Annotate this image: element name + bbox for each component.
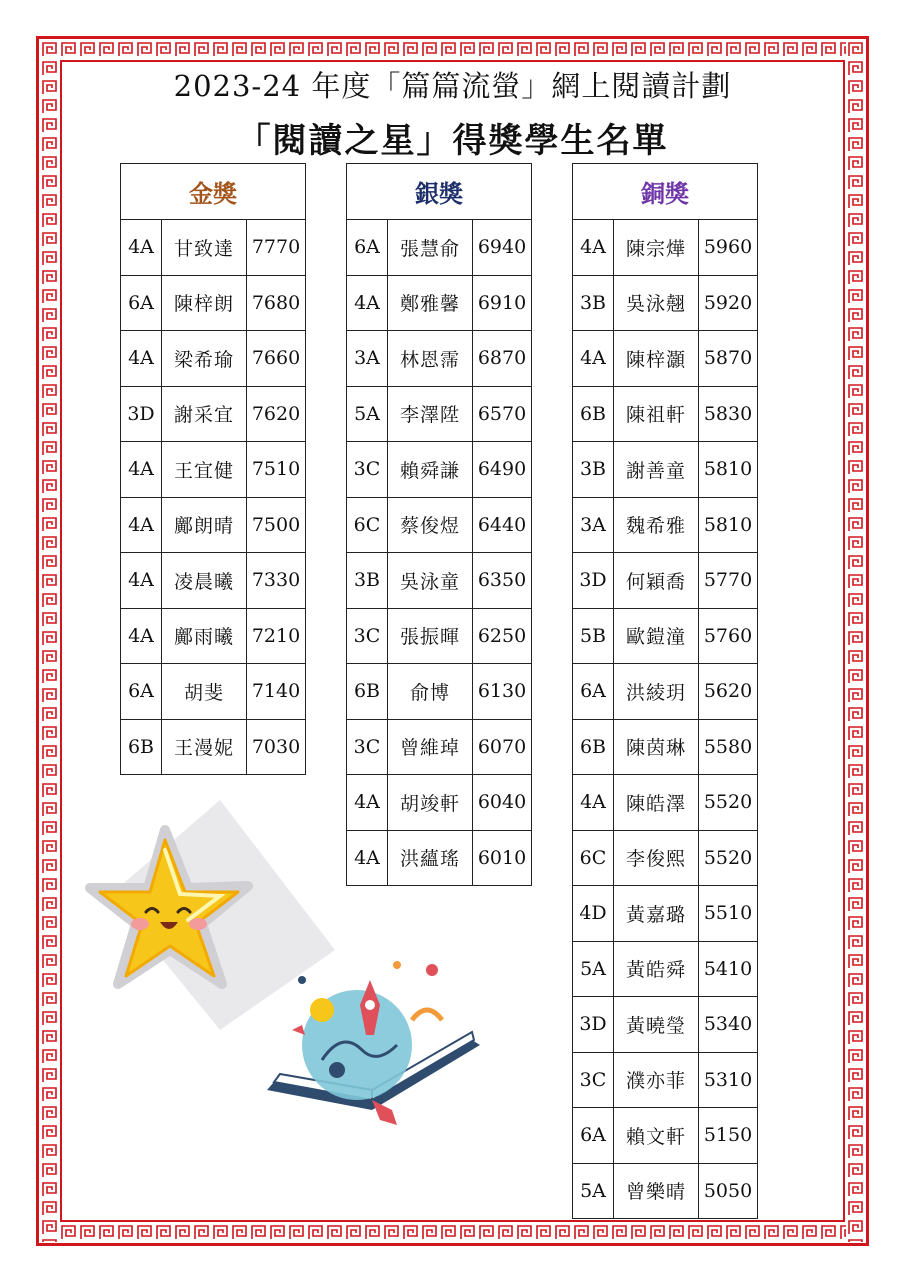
- class-cell: 3C: [347, 719, 388, 775]
- score-cell: 6130: [473, 664, 532, 720]
- student-name-cell: 賴舜謙: [388, 442, 473, 498]
- silver-award-row: [347, 608, 532, 664]
- class-cell: 3D: [121, 386, 162, 442]
- gold-award-row: [121, 220, 306, 276]
- bronze-award-row: [573, 442, 758, 498]
- class-cell: 3D: [573, 997, 614, 1053]
- silver-award-row: [347, 220, 532, 276]
- silver-award-heading: 銀獎: [347, 164, 532, 220]
- bronze-award-row: [573, 331, 758, 387]
- class-cell: 4A: [121, 220, 162, 276]
- score-cell: 5310: [699, 1052, 758, 1108]
- class-cell: 4D: [573, 886, 614, 942]
- score-cell: 7620: [247, 386, 306, 442]
- student-name-cell: 陳梓灝: [614, 331, 699, 387]
- student-name-cell: 林恩霈: [388, 331, 473, 387]
- student-name-cell: 凌晨曦: [162, 553, 247, 609]
- silver-award-row: [347, 275, 532, 331]
- bronze-award-row: [573, 386, 758, 442]
- score-cell: 6570: [473, 386, 532, 442]
- bronze-award-row: [573, 1052, 758, 1108]
- student-name-cell: 王宜健: [162, 442, 247, 498]
- class-cell: 3B: [573, 442, 614, 498]
- meander-border-right: [846, 40, 865, 1242]
- score-cell: 5770: [699, 553, 758, 609]
- silver-award-row: [347, 442, 532, 498]
- silver-award-row: [347, 497, 532, 553]
- student-name-cell: 謝善童: [614, 442, 699, 498]
- bronze-award-heading: 銅獎: [573, 164, 758, 220]
- gold-award-row: [121, 275, 306, 331]
- gold-award-table: [120, 163, 306, 775]
- gold-award-row: [121, 719, 306, 775]
- score-cell: 5520: [699, 775, 758, 831]
- class-cell: 6B: [347, 664, 388, 720]
- score-cell: 7500: [247, 497, 306, 553]
- class-cell: 6C: [573, 830, 614, 886]
- class-cell: 5A: [573, 941, 614, 997]
- class-cell: 3A: [573, 497, 614, 553]
- class-cell: 3C: [347, 442, 388, 498]
- student-name-cell: 蔡俊煜: [388, 497, 473, 553]
- gold-award-row: [121, 664, 306, 720]
- gold-award-row: [121, 497, 306, 553]
- score-cell: 5510: [699, 886, 758, 942]
- class-cell: 5B: [573, 608, 614, 664]
- score-cell: 5870: [699, 331, 758, 387]
- bronze-award-row: [573, 664, 758, 720]
- score-cell: 7140: [247, 664, 306, 720]
- gold-award-row: [121, 442, 306, 498]
- student-name-cell: 鄺雨曦: [162, 608, 247, 664]
- silver-award-row: [347, 830, 532, 886]
- student-name-cell: 胡斐: [162, 664, 247, 720]
- class-cell: 4A: [347, 275, 388, 331]
- class-cell: 6A: [347, 220, 388, 276]
- bronze-award-row: [573, 608, 758, 664]
- score-cell: 5580: [699, 719, 758, 775]
- student-name-cell: 賴文軒: [614, 1108, 699, 1164]
- class-cell: 6A: [121, 275, 162, 331]
- bronze-award-row: [573, 497, 758, 553]
- score-cell: 5810: [699, 497, 758, 553]
- page-title: 2023-24 年度「篇篇流螢」網上閱讀計劃: [173, 69, 732, 103]
- student-name-cell: 吳泳翹: [614, 275, 699, 331]
- score-cell: 6490: [473, 442, 532, 498]
- class-cell: 5A: [573, 1163, 614, 1219]
- student-name-cell: 濮亦菲: [614, 1052, 699, 1108]
- student-name-cell: 俞博: [388, 664, 473, 720]
- class-cell: 6C: [347, 497, 388, 553]
- class-cell: 4A: [121, 331, 162, 387]
- class-cell: 3A: [347, 331, 388, 387]
- student-name-cell: 洪綾玥: [614, 664, 699, 720]
- score-cell: 7510: [247, 442, 306, 498]
- student-name-cell: 歐鎧潼: [614, 608, 699, 664]
- student-name-cell: 張慧俞: [388, 220, 473, 276]
- meander-border-top: [40, 40, 865, 59]
- score-cell: 5920: [699, 275, 758, 331]
- bronze-award-row: [573, 719, 758, 775]
- score-cell: 5050: [699, 1163, 758, 1219]
- bronze-award-row: [573, 220, 758, 276]
- student-name-cell: 魏希雅: [614, 497, 699, 553]
- class-cell: 4A: [121, 608, 162, 664]
- score-cell: 7030: [247, 719, 306, 775]
- score-cell: 6010: [473, 830, 532, 886]
- student-name-cell: 陳宗燁: [614, 220, 699, 276]
- score-cell: 5620: [699, 664, 758, 720]
- score-cell: 6350: [473, 553, 532, 609]
- bronze-award-row: [573, 275, 758, 331]
- student-name-cell: 曾樂晴: [614, 1163, 699, 1219]
- gold-award-row: [121, 553, 306, 609]
- bronze-award-row: [573, 1108, 758, 1164]
- score-cell: 5520: [699, 830, 758, 886]
- silver-award-row: [347, 386, 532, 442]
- score-cell: 7660: [247, 331, 306, 387]
- score-cell: 5960: [699, 220, 758, 276]
- student-name-cell: 陳皓澤: [614, 775, 699, 831]
- student-name-cell: 何穎喬: [614, 553, 699, 609]
- silver-award-row: [347, 553, 532, 609]
- gold-award-row: [121, 331, 306, 387]
- student-name-cell: 曾維琸: [388, 719, 473, 775]
- class-cell: 4A: [121, 442, 162, 498]
- class-cell: 4A: [121, 497, 162, 553]
- bronze-award-row: [573, 997, 758, 1053]
- class-cell: 3C: [573, 1052, 614, 1108]
- class-cell: 4A: [573, 220, 614, 276]
- student-name-cell: 王漫妮: [162, 719, 247, 775]
- gold-award-row: [121, 608, 306, 664]
- bronze-award-row: [573, 775, 758, 831]
- score-cell: 5340: [699, 997, 758, 1053]
- class-cell: 6A: [573, 1108, 614, 1164]
- student-name-cell: 陳祖軒: [614, 386, 699, 442]
- score-cell: 6910: [473, 275, 532, 331]
- student-name-cell: 黃嘉璐: [614, 886, 699, 942]
- bronze-award-row: [573, 553, 758, 609]
- student-name-cell: 鄺朗晴: [162, 497, 247, 553]
- class-cell: 6A: [121, 664, 162, 720]
- score-cell: 6870: [473, 331, 532, 387]
- student-name-cell: 吳泳童: [388, 553, 473, 609]
- silver-award-row: [347, 331, 532, 387]
- score-cell: 5150: [699, 1108, 758, 1164]
- class-cell: 6B: [573, 719, 614, 775]
- student-name-cell: 張振暉: [388, 608, 473, 664]
- class-cell: 6A: [573, 664, 614, 720]
- student-name-cell: 梁希瑜: [162, 331, 247, 387]
- student-name-cell: 胡竣軒: [388, 775, 473, 831]
- gold-award-row: [121, 386, 306, 442]
- student-name-cell: 李俊熙: [614, 830, 699, 886]
- student-name-cell: 鄭雅馨: [388, 275, 473, 331]
- class-cell: 5A: [347, 386, 388, 442]
- bronze-award-table: [572, 163, 758, 1219]
- class-cell: 3D: [573, 553, 614, 609]
- silver-award-table: [346, 163, 532, 886]
- class-cell: 6B: [121, 719, 162, 775]
- class-cell: 4A: [573, 775, 614, 831]
- student-name-cell: 李澤陞: [388, 386, 473, 442]
- class-cell: 4A: [121, 553, 162, 609]
- bronze-award-row: [573, 941, 758, 997]
- class-cell: 3B: [347, 553, 388, 609]
- score-cell: 5760: [699, 608, 758, 664]
- score-cell: 7770: [247, 220, 306, 276]
- student-name-cell: 謝采宜: [162, 386, 247, 442]
- class-cell: 4A: [573, 331, 614, 387]
- score-cell: 6250: [473, 608, 532, 664]
- score-cell: 5810: [699, 442, 758, 498]
- silver-award-row: [347, 664, 532, 720]
- class-cell: 4A: [347, 775, 388, 831]
- class-cell: 6B: [573, 386, 614, 442]
- class-cell: 3B: [573, 275, 614, 331]
- score-cell: 6040: [473, 775, 532, 831]
- score-cell: 5410: [699, 941, 758, 997]
- meander-border-bottom: [40, 1223, 865, 1242]
- page-subtitle: 「閱讀之星」得獎學生名單: [236, 121, 669, 161]
- class-cell: 3C: [347, 608, 388, 664]
- score-cell: 7680: [247, 275, 306, 331]
- student-name-cell: 陳梓朗: [162, 275, 247, 331]
- silver-award-row: [347, 775, 532, 831]
- bronze-award-row: [573, 886, 758, 942]
- silver-award-row: [347, 719, 532, 775]
- student-name-cell: 黃皓舜: [614, 941, 699, 997]
- score-cell: 6070: [473, 719, 532, 775]
- meander-border-left: [40, 40, 59, 1242]
- score-cell: 7330: [247, 553, 306, 609]
- student-name-cell: 洪蘊瑤: [388, 830, 473, 886]
- bronze-award-row: [573, 830, 758, 886]
- bronze-award-row: [573, 1163, 758, 1219]
- score-cell: 6940: [473, 220, 532, 276]
- score-cell: 6440: [473, 497, 532, 553]
- score-cell: 7210: [247, 608, 306, 664]
- open-book-icon: [262, 950, 487, 1135]
- gold-award-heading: 金獎: [121, 164, 306, 220]
- student-name-cell: 黃曉瑩: [614, 997, 699, 1053]
- student-name-cell: 陳茵琳: [614, 719, 699, 775]
- class-cell: 4A: [347, 830, 388, 886]
- student-name-cell: 甘致達: [162, 220, 247, 276]
- score-cell: 5830: [699, 386, 758, 442]
